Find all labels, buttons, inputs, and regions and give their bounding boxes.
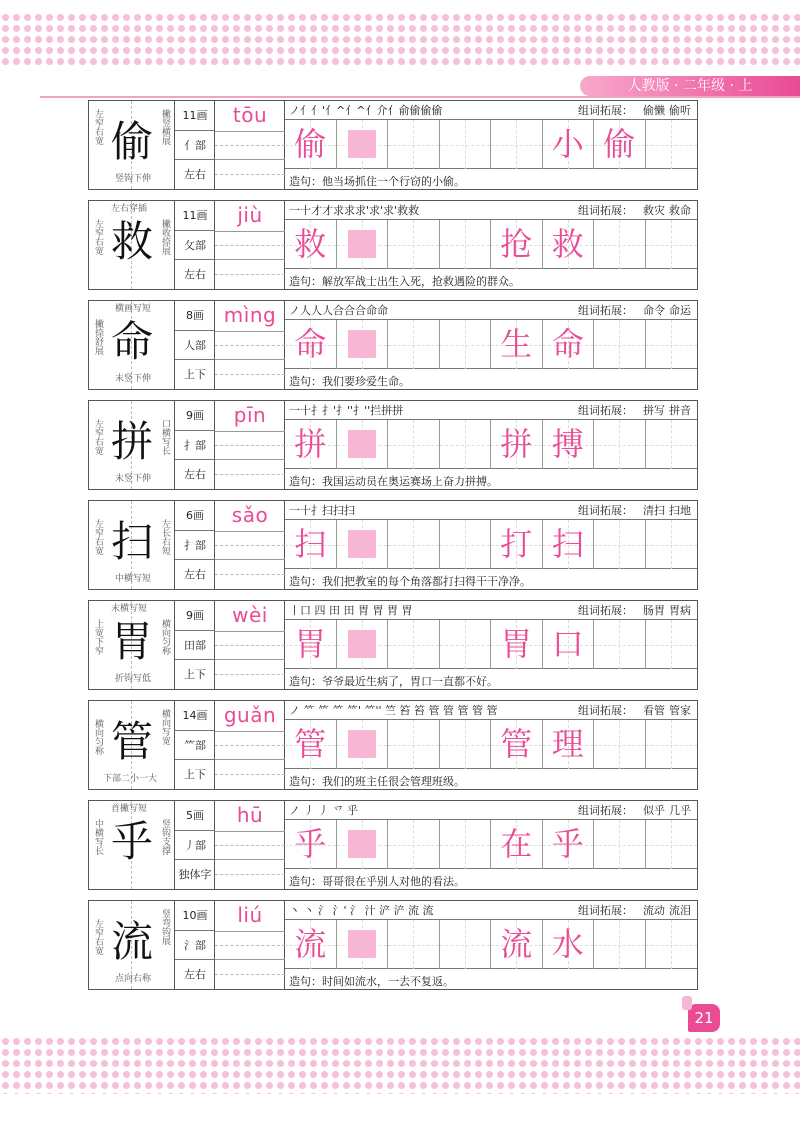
structure: 左右 [175,959,215,988]
practice-square[interactable] [594,620,646,669]
writing-hint: 横向写宽 [160,709,170,745]
practice-square[interactable] [440,920,492,969]
practice-square[interactable] [646,920,698,969]
word-example: 清扫 [643,504,665,517]
structure: 左右 [175,159,215,188]
stroke-order: 一十才才求求求'求'求'救救 [289,204,420,217]
practice-char: 理 [551,725,584,763]
char-model-box [89,201,175,289]
radical: 攵部 [175,230,215,259]
pinyin: guǎn [223,703,277,727]
practice-char: 在 [500,825,533,863]
stroke-order: 一十扌扌'扌''扌''拦拼拼 [289,404,404,417]
practice-square[interactable] [491,920,543,969]
stroke-count: 9画 [186,409,204,422]
pinyin: sǎo [231,503,269,527]
example-sentence: 造句：哥哥很在乎别人对他的看法。 [289,875,465,888]
practice-column [285,301,697,389]
word-extension [578,302,691,318]
pinyin-column [215,201,285,289]
character-entry [88,700,698,790]
practice-square[interactable] [594,520,646,569]
example-sentence: 造句：我们把教室的每个角落都打扫得干干净净。 [289,575,531,588]
practice-square[interactable] [285,620,337,669]
pinyin: jiù [237,203,263,227]
practice-square[interactable] [491,820,543,869]
radical: 亻部 [175,130,215,159]
practice-column [285,901,697,989]
practice-square[interactable] [646,820,698,869]
practice-square[interactable] [646,720,698,769]
pinyin: wèi [232,603,268,627]
char-model-box [89,701,175,789]
example-sentence: 造句：我们的班主任很会管理班级。 [289,775,465,788]
stroke-count: 11画 [182,109,208,122]
stroke-count: 5画 [186,809,204,822]
practice-square[interactable] [491,620,543,669]
char-info-column [175,101,215,189]
practice-char: 流 [500,925,533,963]
practice-square[interactable] [388,120,440,169]
word-extension [578,502,691,518]
word-example: 命令 [643,304,665,317]
writing-hint: 折钩写低 [115,674,152,684]
writing-hint: 左长右短 [160,519,170,555]
radical: 田部 [175,630,215,659]
word-example: 偷懒 [643,104,665,117]
practice-column [285,701,697,789]
practice-square[interactable] [543,520,595,569]
word-extension [578,202,691,218]
practice-square[interactable] [646,620,698,669]
practice-grid [285,319,697,369]
practice-square[interactable] [646,320,698,369]
char-model-box [89,301,175,389]
model-character: 胃 [110,617,153,666]
writing-hint: 横画写短 [115,304,152,314]
char-model-box [89,101,175,189]
word-example: 扫地 [669,504,691,517]
practice-square[interactable] [543,820,595,869]
practice-square[interactable] [646,420,698,469]
practice-char: 乎 [294,825,327,863]
char-info-column [175,801,215,889]
practice-square[interactable] [388,920,440,969]
practice-square[interactable] [646,120,698,169]
char-info-column [175,401,215,489]
stroke-order: 丶 丶 氵 氵' 氵 汁 浐 浐 流 流 [289,904,434,917]
practice-square[interactable] [337,820,389,869]
practice-char: 救 [551,225,584,263]
writing-hint: 末竖下伸 [115,374,152,384]
decorative-dots-bottom [0,1036,800,1094]
word-extension [578,902,691,918]
practice-square[interactable] [337,320,389,369]
practice-square[interactable] [337,920,389,969]
writing-hint: 竖钩下伸 [115,174,152,184]
structure: 左右 [175,259,215,288]
stroke-count: 6画 [186,509,204,522]
practice-square[interactable] [594,220,646,269]
word-extension-label: 组词拓展： [578,904,633,917]
word-extension-label: 组词拓展： [578,404,633,417]
practice-square[interactable] [440,420,492,469]
stroke-count: 14画 [182,709,208,722]
radical: ⺮部 [175,730,215,759]
practice-char: 乎 [551,825,584,863]
char-info-column [175,301,215,389]
writing-hint: 左窄右宽 [93,109,103,145]
practice-square[interactable] [543,620,595,669]
practice-column [285,501,697,589]
practice-char: 抢 [500,225,533,263]
char-info-column [175,701,215,789]
pinyin-column [215,501,285,589]
writing-hint: 撇竖横展 [160,109,170,145]
word-example: 管家 [669,704,691,717]
practice-char: 打 [500,525,533,563]
practice-column [285,201,697,289]
model-character: 拼 [110,417,153,466]
word-example: 流泪 [669,904,691,917]
pinyin: pīn [233,403,267,427]
stroke-order: ノ 丿 丿 乊 乎 [289,804,358,817]
char-info-column [175,901,215,989]
word-extension-label: 组词拓展： [578,204,633,217]
structure: 左右 [175,559,215,588]
pinyin: hū [236,803,264,827]
stroke-count: 8画 [186,309,204,322]
writing-hint: 上宽下窄 [93,619,103,655]
practice-grid [285,419,697,469]
practice-square[interactable] [543,220,595,269]
edition-banner: 人教版 · 二年级 · 上 [580,76,800,96]
writing-hint: 横向匀称 [93,719,103,755]
word-example: 流动 [643,904,665,917]
stroke-count: 9画 [186,609,204,622]
writing-hint: 竖钩支撑 [160,819,170,855]
stroke-count: 11画 [182,209,208,222]
practice-square[interactable] [285,920,337,969]
character-entry [88,300,698,390]
writing-hint: 左窄右宽 [93,219,103,255]
word-extension-label: 组词拓展： [578,104,633,117]
character-entry [88,100,698,190]
pencil-icon [682,996,692,1010]
radical: 扌部 [175,530,215,559]
char-model-box [89,601,175,689]
practice-grid [285,119,697,169]
structure: 左右 [175,459,215,488]
practice-char: 拼 [500,425,533,463]
word-example: 拼写 [643,404,665,417]
practice-char: 命 [551,325,584,363]
practice-grid [285,219,697,269]
practice-square[interactable] [388,420,440,469]
practice-grid [285,919,697,969]
practice-square[interactable] [440,320,492,369]
char-info-column [175,201,215,289]
practice-column [285,101,697,189]
practice-square[interactable] [594,920,646,969]
practice-square[interactable] [440,120,492,169]
decorative-dots-top [0,12,800,68]
word-example: 肠胃 [643,604,665,617]
practice-square[interactable] [388,620,440,669]
practice-square[interactable] [543,920,595,969]
writing-hint: 左窄右宽 [93,419,103,455]
pinyin: liú [237,903,263,927]
model-character: 救 [110,217,153,266]
word-extension [578,802,691,818]
word-extension [578,102,691,118]
practice-square[interactable] [388,320,440,369]
practice-square[interactable] [440,720,492,769]
practice-square[interactable] [491,320,543,369]
word-example: 偷听 [669,104,691,117]
writing-hint: 口横写长 [160,419,170,455]
practice-square[interactable] [491,720,543,769]
practice-square[interactable] [285,320,337,369]
practice-square[interactable] [491,520,543,569]
practice-char: 小 [551,125,584,163]
practice-char: 管 [294,725,327,763]
word-example: 看管 [643,704,665,717]
practice-square[interactable] [646,220,698,269]
practice-square[interactable] [337,420,389,469]
writing-hint: 左窄右宽 [93,919,103,955]
pinyin-column [215,301,285,389]
stroke-order: 丨口 四 田 田 胃 胃 胃 胃 [289,604,413,617]
example-sentence: 造句：我国运动员在奥运赛场上奋力拼搏。 [289,475,498,488]
practice-square[interactable] [388,220,440,269]
writing-hint: 末竖下伸 [115,474,152,484]
character-entry [88,200,698,290]
word-extension [578,602,691,618]
word-extension [578,702,691,718]
practice-square[interactable] [440,520,492,569]
practice-char: 水 [551,925,584,963]
practice-square[interactable] [594,820,646,869]
practice-square[interactable] [388,520,440,569]
char-info-column [175,501,215,589]
practice-char: 胃 [294,625,327,663]
radical: 氵部 [175,930,215,959]
pinyin-column [215,101,285,189]
writing-hint: 中横写长 [93,819,103,855]
practice-square[interactable] [285,820,337,869]
page-number: 21 [694,1009,714,1027]
practice-square[interactable] [440,820,492,869]
writing-hint: 末横写短 [111,604,148,614]
char-model-box [89,501,175,589]
practice-square[interactable] [285,120,337,169]
word-example: 命运 [669,304,691,317]
word-extension [578,402,691,418]
writing-hint: 撇捺舒展 [93,319,103,355]
word-example: 救灾 [643,204,665,217]
header-divider [40,96,800,98]
writing-hint: 点向右称 [115,974,152,984]
character-entry [88,400,698,490]
practice-square[interactable] [594,320,646,369]
practice-char: 拼 [294,425,327,463]
model-character: 流 [110,917,153,966]
word-extension-label: 组词拓展： [578,304,633,317]
practice-square[interactable] [543,720,595,769]
page-number-badge [688,1004,720,1032]
structure: 上下 [175,659,215,688]
practice-square[interactable] [285,220,337,269]
writing-hint: 左窄右宽 [93,519,103,555]
model-character: 扫 [110,517,153,566]
char-model-box [89,801,175,889]
model-character: 管 [110,717,153,766]
writing-hint: 首撇写短 [111,804,148,814]
word-extension-label: 组词拓展： [578,504,633,517]
practice-square[interactable] [440,620,492,669]
example-sentence: 造句：解放军战士出生入死，抢救遇险的群众。 [289,275,520,288]
model-character: 命 [110,317,153,366]
word-extension-label: 组词拓展： [578,804,633,817]
stroke-order: ノ人人人合合合命命 [289,304,388,317]
practice-column [285,801,697,889]
pinyin-column [215,801,285,889]
practice-char: 偷 [603,125,636,163]
practice-char: 扫 [294,525,327,563]
pinyin: tōu [232,103,268,127]
example-sentence: 造句：他当场抓住一个行窃的小偷。 [289,175,465,188]
model-character: 乎 [110,817,153,866]
stroke-order: ノ ⺮ ⺮ ⺮ ⺮' ⺮'' 竺 笞 笞 管 管 管 管 管 [289,704,498,717]
word-example: 似乎 [643,804,665,817]
practice-column [285,401,697,489]
practice-square[interactable] [543,420,595,469]
word-extension-label: 组词拓展： [578,604,633,617]
pinyin: mìng [223,303,277,327]
practice-char: 胃 [500,625,533,663]
stroke-order: 一十扌扫扫扫 [289,504,355,517]
practice-char: 偷 [294,125,327,163]
char-info-column [175,601,215,689]
word-example: 救命 [669,204,691,217]
radical: 扌部 [175,430,215,459]
word-extension-label: 组词拓展： [578,704,633,717]
character-entry [88,900,698,990]
practice-square[interactable] [491,220,543,269]
word-example: 拼音 [669,404,691,417]
practice-char: 搏 [551,425,584,463]
practice-square[interactable] [337,120,389,169]
practice-grid [285,719,697,769]
writing-hint: 撇收捺展 [160,219,170,255]
practice-grid [285,819,697,869]
char-model-box [89,401,175,489]
practice-char: 扫 [551,525,584,563]
writing-hint: 中横写短 [115,574,152,584]
practice-square[interactable] [594,120,646,169]
practice-square[interactable] [594,720,646,769]
practice-square[interactable] [543,120,595,169]
practice-square[interactable] [285,420,337,469]
practice-square[interactable] [337,220,389,269]
example-sentence: 造句：爷爷最近生病了，胃口一直都不好。 [289,675,498,688]
char-model-box [89,901,175,989]
model-character: 偷 [110,117,153,166]
practice-char: 命 [294,325,327,363]
practice-square[interactable] [440,220,492,269]
stroke-count: 10画 [182,909,208,922]
practice-column [285,601,697,689]
radical: 丿部 [175,830,215,859]
practice-grid [285,619,697,669]
practice-square[interactable] [285,720,337,769]
structure: 独体字 [175,859,215,888]
word-example: 胃病 [669,604,691,617]
practice-square[interactable] [337,720,389,769]
practice-char: 口 [551,625,584,663]
writing-hint: 左右穿插 [111,204,148,214]
practice-char: 救 [294,225,327,263]
character-entry [88,500,698,590]
practice-char: 流 [294,925,327,963]
practice-square[interactable] [337,520,389,569]
practice-square[interactable] [491,420,543,469]
character-entry [88,600,698,690]
practice-char: 管 [500,725,533,763]
practice-square[interactable] [388,720,440,769]
practice-square[interactable] [491,120,543,169]
practice-char: 生 [500,325,533,363]
character-entry [88,800,698,890]
pinyin-column [215,601,285,689]
structure: 上下 [175,759,215,788]
example-sentence: 造句：时间如流水，一去不复返。 [289,975,454,988]
word-example: 几乎 [669,804,691,817]
practice-square[interactable] [337,620,389,669]
writing-hint: 竖弯钩展 [160,909,170,945]
stroke-order: ノ亻亻'亻^亻^亻介亻俞偷偷偷 [289,104,443,117]
pinyin-column [215,701,285,789]
pinyin-column [215,401,285,489]
pinyin-column [215,901,285,989]
radical: 人部 [175,330,215,359]
practice-square[interactable] [594,420,646,469]
structure: 上下 [175,359,215,388]
writing-hint: 横向匀称 [160,619,170,655]
example-sentence: 造句：我们要珍爱生命。 [289,375,410,388]
writing-hint: 下部二小一大 [103,774,158,784]
practice-grid [285,519,697,569]
practice-square[interactable] [646,520,698,569]
practice-square[interactable] [388,820,440,869]
practice-square[interactable] [285,520,337,569]
practice-square[interactable] [543,320,595,369]
